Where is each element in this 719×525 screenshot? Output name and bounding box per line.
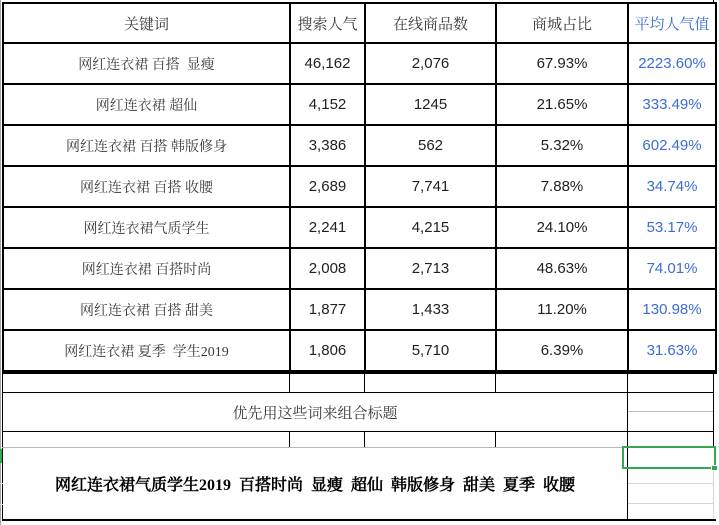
table-row — [3, 84, 716, 125]
grid-line — [289, 373, 290, 392]
cell-avg-popularity[interactable]: 53.17% — [628, 207, 716, 248]
cell-online-products[interactable]: 2,076 — [365, 43, 496, 84]
header-mall-ratio[interactable]: 商城占比 — [496, 3, 628, 43]
grid-line — [2, 519, 716, 521]
table-row — [3, 207, 716, 248]
cell-keyword[interactable]: 网红连衣裙 百搭 显瘦 — [3, 43, 290, 84]
cell-keyword[interactable]: 网红连衣裙 百搭 甜美 — [3, 289, 290, 330]
cell-avg-popularity[interactable]: 333.49% — [628, 84, 716, 125]
keyword-table — [2, 2, 717, 374]
cell-keyword[interactable]: 网红连衣裙 夏季 学生2019 — [3, 330, 290, 372]
cell-search-popularity[interactable]: 4,152 — [290, 84, 365, 125]
grid-line — [495, 431, 496, 447]
table-row — [3, 166, 716, 207]
cell-keyword[interactable]: 网红连衣裙 百搭 韩版修身 — [3, 125, 290, 166]
grid-line — [628, 411, 713, 412]
cell-keyword[interactable]: 网红连衣裙 百搭时尚 — [3, 248, 290, 289]
cell-online-products[interactable]: 5,710 — [365, 330, 496, 372]
cell-search-popularity[interactable]: 2,689 — [290, 166, 365, 207]
cell-search-popularity[interactable]: 1,877 — [290, 289, 365, 330]
grid-line — [713, 373, 714, 448]
cell-search-popularity[interactable]: 46,162 — [290, 43, 365, 84]
cell-search-popularity[interactable]: 2,008 — [290, 248, 365, 289]
cell-mall-ratio[interactable]: 48.63% — [496, 248, 628, 289]
row-header-edge-line — [0, 0, 1, 525]
cell-avg-popularity[interactable]: 602.49% — [628, 125, 716, 166]
cell-online-products[interactable]: 1245 — [365, 84, 496, 125]
header-online-products[interactable]: 在线商品数 — [365, 3, 496, 43]
table-row — [3, 43, 716, 84]
header-keyword[interactable]: 关键词 — [3, 3, 290, 43]
grid-line — [495, 373, 496, 392]
header-avg-popularity[interactable]: 平均人气值 — [628, 3, 716, 43]
cell-search-popularity[interactable]: 1,806 — [290, 330, 365, 372]
header-search-popularity[interactable]: 搜索人气 — [290, 3, 365, 43]
fill-handle[interactable] — [711, 465, 718, 471]
table-row — [3, 289, 716, 330]
cell-mall-ratio[interactable]: 24.10% — [496, 207, 628, 248]
table-row — [3, 248, 716, 289]
cell-avg-popularity[interactable]: 31.63% — [628, 330, 716, 372]
cell-search-popularity[interactable]: 3,386 — [290, 125, 365, 166]
grid-line — [2, 431, 714, 432]
grid-line — [364, 431, 365, 447]
cell-mall-ratio[interactable]: 5.32% — [496, 125, 628, 166]
cell-search-popularity[interactable]: 2,241 — [290, 207, 365, 248]
table-header-row — [3, 3, 716, 43]
cell-keyword[interactable]: 网红连衣裙 超仙 — [3, 84, 290, 125]
grid-line — [364, 373, 365, 392]
cell-mall-ratio[interactable]: 7.88% — [496, 166, 628, 207]
grid-line — [713, 469, 714, 519]
cell-avg-popularity[interactable]: 34.74% — [628, 166, 716, 207]
grid-line — [289, 431, 290, 447]
table-row — [3, 125, 716, 166]
cell-keyword[interactable]: 网红连衣裙气质学生 — [3, 207, 290, 248]
cell-online-products[interactable]: 2,713 — [365, 248, 496, 289]
active-cell-selection[interactable] — [622, 446, 716, 469]
cell-mall-ratio[interactable]: 21.65% — [496, 84, 628, 125]
title-suggestion-cell[interactable]: 网红连衣裙气质学生2019 百搭时尚 显瘦 超仙 韩版修身 甜美 夏季 收腰 — [54, 477, 575, 494]
grid-line — [628, 483, 713, 484]
cell-online-products[interactable]: 7,741 — [365, 166, 496, 207]
cell-keyword[interactable]: 网红连衣裙 百搭 收腰 — [3, 166, 290, 207]
cell-online-products[interactable]: 4,215 — [365, 207, 496, 248]
cell-mall-ratio[interactable]: 11.20% — [496, 289, 628, 330]
selected-row-header-sliver — [0, 449, 2, 463]
cell-avg-popularity[interactable]: 74.01% — [628, 248, 716, 289]
cell-avg-popularity[interactable]: 2223.60% — [628, 43, 716, 84]
cell-online-products[interactable]: 1,433 — [365, 289, 496, 330]
cell-mall-ratio[interactable]: 6.39% — [496, 330, 628, 372]
cell-avg-popularity[interactable]: 130.98% — [628, 289, 716, 330]
grid-line — [628, 503, 713, 504]
note-cell[interactable]: 优先用这些词来组合标题 — [232, 405, 398, 422]
table-row — [3, 330, 716, 372]
cell-online-products[interactable]: 562 — [365, 125, 496, 166]
cell-mall-ratio[interactable]: 67.93% — [496, 43, 628, 84]
